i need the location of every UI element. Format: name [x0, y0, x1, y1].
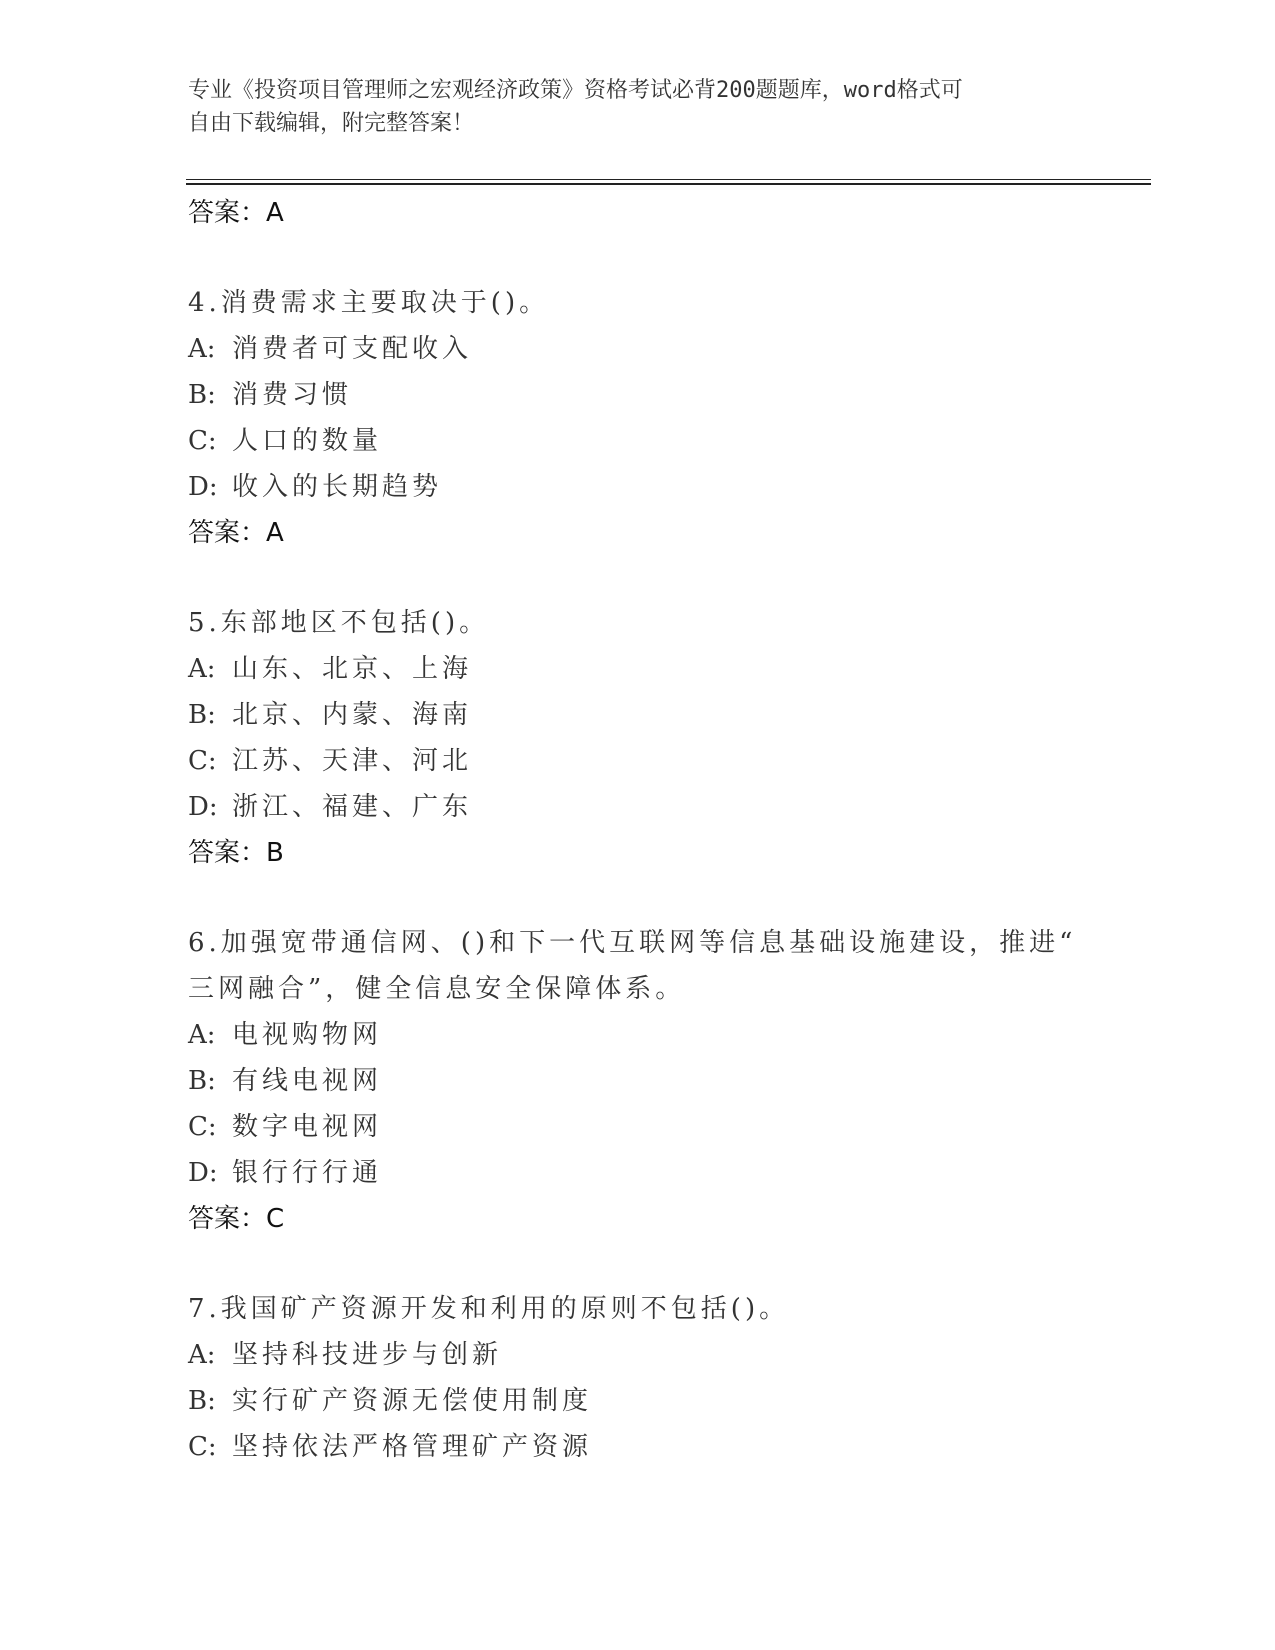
option-d [188, 1150, 1088, 1196]
header-divider-thin [186, 179, 1151, 180]
option-d [188, 464, 1088, 510]
option-text: 电视购物网 [232, 1020, 383, 1050]
option-text: 人口的数量 [232, 426, 383, 456]
option-b [188, 372, 1088, 418]
question-block [188, 600, 1088, 876]
option-b [188, 692, 1088, 738]
option-letter: B: [188, 700, 216, 730]
answer-line: 答案：C [188, 1204, 285, 1234]
option-letter: C: [188, 426, 217, 456]
option-a [188, 1332, 1088, 1378]
option-text: 坚持科技进步与创新 [232, 1340, 503, 1370]
option-text: 收入的长期趋势 [232, 472, 443, 502]
option-letter: C: [188, 1432, 217, 1462]
option-b [188, 1378, 1088, 1424]
option-letter: D: [188, 472, 218, 502]
option-c [188, 738, 1088, 784]
header-line-1: 专业《投资项目管理师之宏观经济政策》资格考试必背200题题库，word格式可 [188, 78, 963, 103]
option-letter: A: [188, 1020, 216, 1050]
option-text: 山东、北京、上海 [232, 654, 473, 684]
option-c [188, 1424, 1088, 1470]
option-text: 有线电视网 [232, 1066, 383, 1096]
option-b [188, 1058, 1088, 1104]
option-letter: D: [188, 1158, 218, 1188]
question-stem: 7.我国矿产资源开发和利用的原则不包括()。 [188, 1294, 790, 1324]
question-block [188, 280, 1088, 556]
answer-line: 答案：B [188, 838, 284, 868]
option-letter: B: [188, 1066, 216, 1096]
option-letter: A: [188, 1340, 216, 1370]
question-block [188, 1286, 1088, 1470]
option-a [188, 646, 1088, 692]
question-stem: 4.消费需求主要取决于()。 [188, 288, 550, 318]
option-text: 实行矿产资源无偿使用制度 [232, 1386, 593, 1416]
option-letter: A: [188, 334, 216, 364]
answer-line: 答案：A [188, 198, 284, 228]
option-text: 浙江、福建、广东 [232, 792, 473, 822]
question-stem-line-2: 三网融合”，健全信息安全保障体系。 [188, 974, 686, 1004]
option-c [188, 1104, 1088, 1150]
option-text: 北京、内蒙、海南 [232, 700, 473, 730]
header-line-2: 自由下载编辑，附完整答案！ [188, 111, 475, 136]
option-text: 消费习惯 [232, 380, 353, 410]
question-stem: 5.东部地区不包括()。 [188, 608, 490, 638]
option-a [188, 1012, 1088, 1058]
option-letter: B: [188, 1386, 216, 1416]
option-text: 坚持依法严格管理矿产资源 [232, 1432, 593, 1462]
option-letter: C: [188, 746, 217, 776]
option-letter: B: [188, 380, 216, 410]
option-text: 江苏、天津、河北 [232, 746, 473, 776]
option-text: 消费者可支配收入 [232, 334, 473, 364]
option-letter: D: [188, 792, 218, 822]
answer-line: 答案：A [188, 518, 284, 548]
option-d [188, 784, 1088, 830]
question-stem-line-1: 6.加强宽带通信网、()和下一代互联网等信息基础设施建设，推进“ [188, 928, 1077, 958]
document-header [188, 74, 1068, 140]
option-text: 银行行行通 [232, 1158, 383, 1188]
header-divider-thick [186, 183, 1151, 185]
option-a [188, 326, 1088, 372]
option-text: 数字电视网 [232, 1112, 383, 1142]
option-c [188, 418, 1088, 464]
option-letter: A: [188, 654, 216, 684]
question-block [188, 920, 1088, 1242]
option-letter: C: [188, 1112, 217, 1142]
question-list [188, 190, 1088, 1470]
